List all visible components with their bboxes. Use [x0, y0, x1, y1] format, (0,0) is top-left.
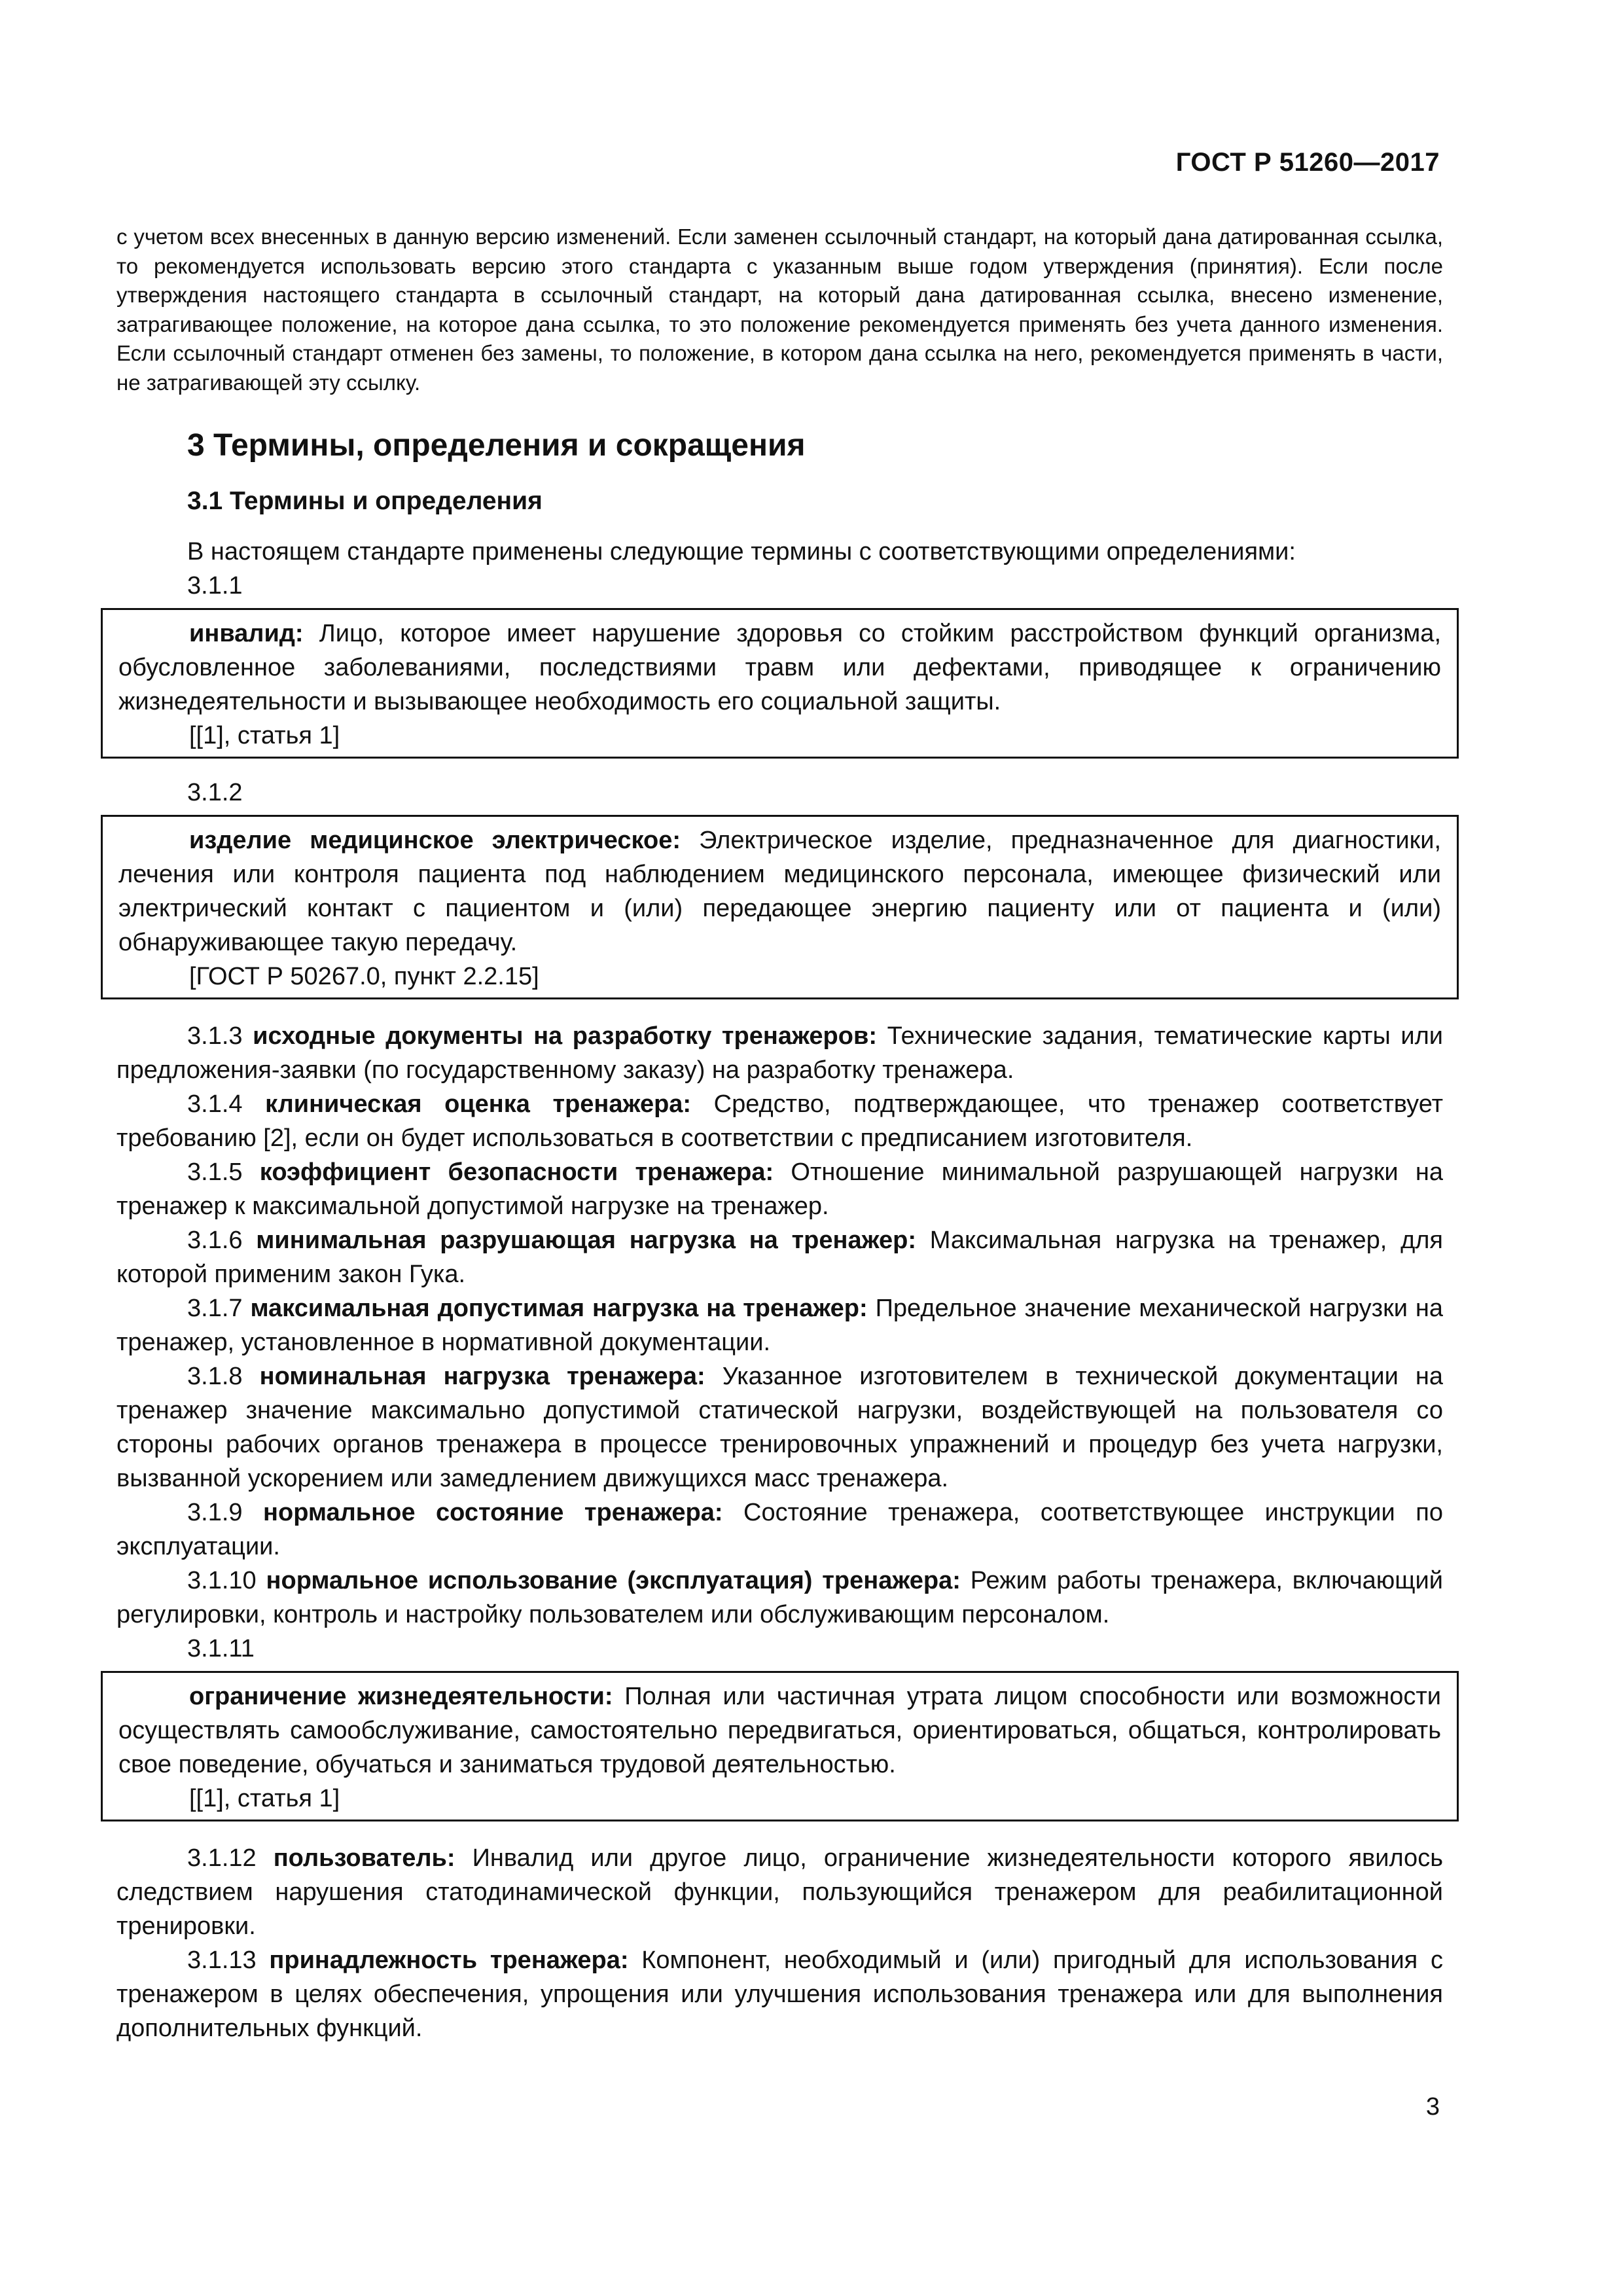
intro-paragraph: с учетом всех внесенных в данную версию изменений. Если заменен ссылочный стандарт, на который дана датированная ссылка, то рекомендуется использовать версию этого стандарта с указанным выше годом утверждения (принятия). Если после утверждения настоящего стандарта в ссылочный стандарт, на который дана датированная ссылка, внесено изменение, затрагивающее положение, на которое дана ссылка, то это положение рекомендуется применять без учета данного изменения. Если ссылочный стандарт отменен без замены, то положение, в котором дана ссылка на него, рекомендуется применять в части, не затрагивающей эту ссылку.: [116, 224, 1443, 395]
term-text: Компонент, необходимый и (или) пригодный для использования с тренажером в целях обеспечения, упрощения или улучшения использования тренажера или для выполнения дополнительных функций.: [116, 1946, 1444, 2042]
term-box: [101, 608, 1459, 759]
term-text: Средство, подтверждающее, что тренажер соответствует требованию [2], если он будет использоваться в соответствии с предписанием изготовителя.: [116, 1090, 1443, 1152]
term-number: 3.1.1: [187, 572, 243, 600]
term-reference: [ГОСТ Р 50267.0, пункт 2.2.15]: [189, 963, 539, 990]
term-reference: [[1], статья 1]: [189, 722, 340, 749]
page-number: 3: [1425, 2093, 1440, 2121]
term-name: изделие медицинское электрическое:: [189, 827, 681, 854]
section-title: 3 Термины, определения и сокращения: [187, 428, 806, 463]
lead-paragraph: В настоящем стандарте применены следующие термины с соответствующими определениями:: [187, 538, 1296, 565]
term-name: нормальное использование (эксплуатация) тренажера:: [266, 1567, 961, 1594]
term-name: коэффициент безопасности тренажера:: [259, 1158, 774, 1186]
term-name: номинальная нагрузка тренажера:: [259, 1363, 705, 1390]
term-number: 3.1.6: [187, 1227, 243, 1254]
term-text: Инвалид или другое лицо, ограничение жизнедеятельности которого явилось следствием нарушения статодинамической функции, пользующийся тренажером для реабилитационной тренировки.: [116, 1844, 1443, 1940]
term-text: Полная или частичная утрата лицом способности или возможности осуществлять самообслуживание, самостоятельно передвигаться, ориентироваться, общаться, контролировать свое поведение, обучаться и заниматься трудовой деятельностью.: [118, 1683, 1441, 1778]
term-text: Состояние тренажера, соответствующее инструкции по эксплуатации.: [116, 1499, 1443, 1560]
term-entry: [116, 1155, 1443, 1223]
term-entry: [116, 1359, 1443, 1496]
term-number: 3.1.3: [187, 1022, 243, 1050]
term-number: 3.1.12: [187, 1844, 257, 1872]
term-number: 3.1.2: [187, 779, 243, 806]
term-name: ограничение жизнедеятельности:: [189, 1683, 613, 1710]
term-reference: [[1], статья 1]: [189, 1785, 340, 1812]
term-box: [101, 815, 1459, 999]
document-header: ГОСТ Р 51260—2017: [1175, 148, 1440, 177]
term-text: Предельное значение механической нагрузки на тренажер, установленное в нормативной документации.: [116, 1295, 1443, 1356]
term-name: минимальная разрушающая нагрузка на тренажер:: [256, 1227, 917, 1254]
term-text: Максимальная нагрузка на тренажер, для которой применим закон Гука.: [116, 1227, 1443, 1288]
term-name: максимальная допустимая нагрузка на тренажер:: [250, 1295, 868, 1322]
term-number: 3.1.9: [187, 1499, 243, 1526]
term-number: 3.1.13: [187, 1946, 257, 1974]
term-entry: [116, 1223, 1443, 1291]
term-text: Технические задания, тематические карты или предложения-заявки (по государственному заказу) на разработку тренажера.: [116, 1022, 1443, 1084]
term-number: 3.1.11: [187, 1635, 255, 1662]
subsection-title: 3.1 Термины и определения: [187, 487, 543, 515]
term-number: 3.1.4: [187, 1090, 243, 1118]
term-name: принадлежность тренажера:: [269, 1946, 629, 1974]
document-body: [116, 223, 1443, 2045]
term-text: Отношение минимальной разрушающей нагрузки на тренажер к максимальной допустимой нагрузке на тренажер.: [116, 1158, 1443, 1220]
term-name: клиническая оценка тренажера:: [265, 1090, 692, 1118]
term-name: инвалид:: [189, 620, 304, 647]
term-box: [101, 1671, 1459, 1821]
term-entry: [116, 1841, 1443, 1943]
term-number: 3.1.10: [187, 1567, 257, 1594]
term-definition: [118, 1679, 1441, 1782]
term-definition: [118, 823, 1441, 960]
term-entry: [116, 1019, 1443, 1087]
term-name: исходные документы на разработку тренажеров:: [253, 1022, 877, 1050]
term-name: нормальное состояние тренажера:: [263, 1499, 723, 1526]
term-text: Указанное изготовителем в технической документации на тренажер значение максимально допустимой статической нагрузки, воздействующей на пользователя со стороны рабочих органов тренажера в процессе тренировочных упражнений и процедур без учета нагрузки, вызванной ускорением или замедлением движущихся масс тренажера.: [116, 1363, 1443, 1492]
term-text: Электрическое изделие, предназначенное для диагностики, лечения или контроля пациента под наблюдением медицинского персонала, имеющее физический или электрический контакт с пациентом и (или) передающее энергию пациенту или от пациента и (или) обнаруживающее такую передачу.: [118, 827, 1442, 956]
term-text: Лицо, которое имеет нарушение здоровья со стойким расстройством функций организма, обусловленное заболеваниями, последствиями травм или дефектами, приводящее к ограничению жизнедеятельности и вызывающее необходимость его социальной защиты.: [118, 620, 1441, 715]
term-number: 3.1.7: [187, 1295, 243, 1322]
term-entry: [116, 1291, 1443, 1359]
term-entry: [116, 1087, 1443, 1155]
term-name: пользователь:: [273, 1844, 455, 1872]
term-definition: [118, 617, 1441, 719]
term-number: 3.1.8: [187, 1363, 243, 1390]
term-entry: [116, 1943, 1443, 2045]
term-entry: [116, 1564, 1443, 1632]
term-entry: [116, 1496, 1443, 1564]
term-text: Режим работы тренажера, включающий регулировки, контроль и настройку пользователем или обслуживающим персоналом.: [116, 1567, 1443, 1628]
term-number: 3.1.5: [187, 1158, 243, 1186]
